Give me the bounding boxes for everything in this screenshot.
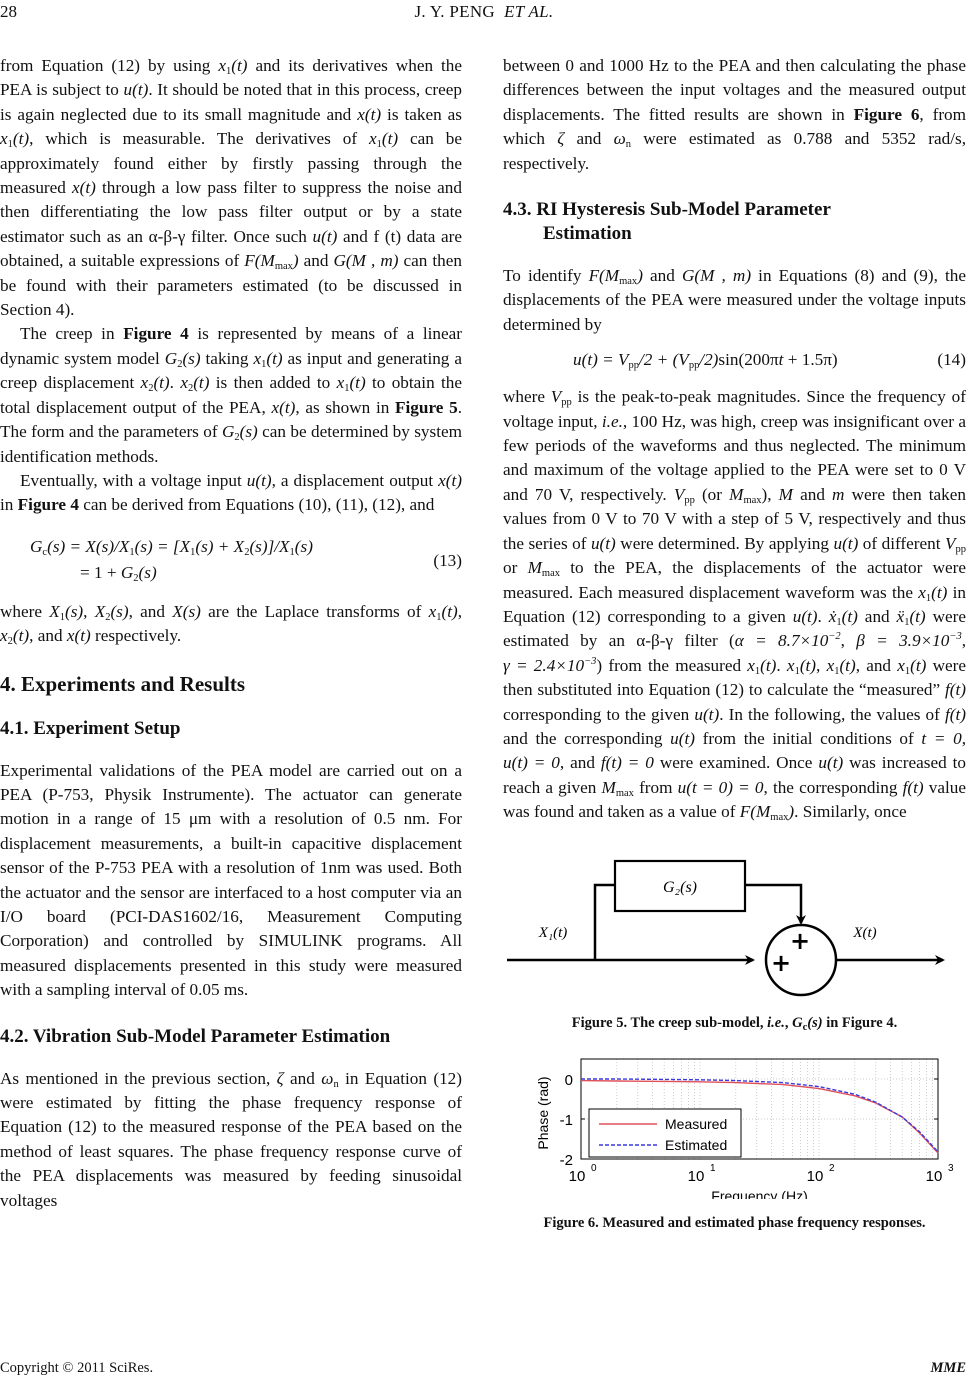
- heading-line-2: Estimation: [543, 223, 632, 245]
- equation-13-line-2: = $1 + G_2(s)$: [80, 562, 157, 584]
- creep-submodel-diagram: [503, 857, 966, 1007]
- x-tick-label: 10: [687, 1167, 705, 1185]
- heading-line-1: 4.3. RI Hysteresis Sub-Model Parameter: [503, 199, 831, 221]
- left-column: [0, 54, 462, 1213]
- x-tick-exponent: 1: [710, 1162, 716, 1174]
- paragraph: The creep in Figure 4 is represented by means of a linear dynamic system model $G_2(s)$ taking $x_1(t)$ as input and generating a creep displacement $x_2(t)$. $x_2(t)$ is then added to $x_1(t)$ to obtain the total displacement output of the PEA, x(t), as shown in Figure 5. The form and the parameters of $G_2(s)$ can be determined by system identification methods.: [0, 324, 463, 466]
- journal-abbrev: MME: [930, 1360, 966, 1376]
- equation-13-line-1: $G_c(s) = X(s)/X_1(s) = [X_1(s) + X_2(s)]/X_1(s)$: [30, 536, 313, 558]
- equation-14: $u(t) = V_{pp}/2 + (V_{pp}/2)\sin(200\pi t + 1.5\pi)$ (14): [503, 347, 966, 373]
- running-title: [0, 2, 968, 22]
- figure-ref: Figure 6: [853, 104, 920, 124]
- x-tick-label: 10: [568, 1167, 586, 1185]
- section-heading: 4. Experiments and Results: [0, 671, 246, 696]
- figure-ref: Figure 4: [17, 495, 79, 515]
- et-al: ET AL.: [504, 2, 554, 21]
- figure-ref: Figure 5: [395, 397, 458, 417]
- paragraph: Experimental validations of the PEA model are carried out on a PEA (P-753, Physik Instrumente). The actuator can generate motion in a range of 15 μm with a resolution of 0.5 nm. For displacement measurements, a built-in capacitive displacement sensor of the P-753 PEA with a resolution of 1nm was used. Both the actuator and the sensor are interfaced to a host computer via an I/O board (PCI-DAS1602/16, Measurement Computing Corporation) and controlled by SIMULINK programs. All measured displacements presented in this study were measured with a sampling interval of 0.05 ms.: [0, 760, 462, 1000]
- phase-response-chart: [503, 1051, 966, 1199]
- author-name: J. Y. PENG: [414, 2, 495, 21]
- x-tick-exponent: 0: [591, 1162, 597, 1174]
- figure-6-caption: Figure 6. Measured and estimated phase frequency responses.: [543, 1214, 926, 1231]
- equation-13: [0, 534, 462, 586]
- legend-label: Measured: [665, 1115, 728, 1132]
- x-axis-label: Frequency (Hz): [711, 1187, 808, 1199]
- copyright: Copyright © 2011 SciRes.: [0, 1360, 154, 1376]
- paragraph: To identify $F(M_{max})$ and G(M , m) in Equations (8) and (9), the displacements of the PEA were measured under the voltage inputs determined by: [503, 266, 966, 334]
- page-footer: [0, 1360, 968, 1380]
- running-head: [0, 2, 968, 24]
- paragraph: Eventually, with a voltage input u(t), a displacement output x(t) in Figure 4 can be derived from Equations (10), (11), (12), and: [0, 470, 462, 515]
- equation-number: (13): [433, 550, 462, 570]
- figure-6-chart: [503, 1051, 966, 1199]
- y-tick-label: -2: [559, 1151, 573, 1169]
- paragraph: from Equation (12) by using $x_1(t)$ and its derivatives when the PEA is subject to u(t). It should be noted that in this process, creep is again neglected due to its small magnitude and x(t) is taken as $x_1(t)$, which is measurable. The derivatives of $x_1(t)$ can be approximately found either by firstly passing through the measured x(t) through a low pass filter to suppress the noise and then differentiating the low pass filter output or by a state estimator such as an α-β-γ filter. Once such u(t) and f (t) data are obtained, a suitable expressions of $F(M_{max})$ and G(M , m) can then be found with their parameters estimated (to be discussed in Section 4).: [0, 56, 463, 320]
- plus-sign-icon: +: [770, 948, 792, 977]
- subsection-heading: 4.2. Vibration Sub-Model Parameter Estimation: [0, 1025, 391, 1047]
- y-tick-label: 0: [564, 1071, 573, 1089]
- figure-5-diagram: [503, 857, 966, 1007]
- equation-number: (14): [937, 350, 966, 370]
- subsection-heading: [503, 198, 966, 246]
- paragraph: between 0 and 1000 Hz to the PEA and then calculating the phase differences between the input voltages and the measured output displacements. The fitted results are shown in Figure 6, from which ζ and $\omega_n$ were estimated as 0.788 and 5352 rad/s, respectively.: [503, 56, 967, 173]
- y-axis-label: Phase (rad): [535, 1075, 551, 1150]
- paragraph: As mentioned in the previous section, ζ and $\omega_n$ in Equation (12) were estimated by fitting the phase frequency response of Equation (12) to the measured response of the PEA based on the method of least squares. The phase frequency response curve of the PEA displacements was measured by feeding sinusoidal voltages: [0, 1068, 462, 1210]
- page-number: 28: [0, 2, 17, 21]
- figure-ref: Figure 4: [123, 324, 189, 344]
- plus-sign-icon: +: [789, 926, 811, 955]
- y-tick-label: -1: [559, 1111, 573, 1129]
- x-tick-label: 10: [806, 1167, 824, 1185]
- x-tick-exponent: 2: [829, 1162, 835, 1174]
- input-label: X₁(t): [538, 924, 568, 941]
- figure-5-caption: Figure 5. The creep sub-model, i.e., $G_c(s)$ in Figure 4.: [571, 1014, 898, 1033]
- x-tick-label: 10: [925, 1167, 943, 1185]
- output-label: X(t): [853, 924, 877, 941]
- x-tick-exponent: 3: [948, 1162, 954, 1174]
- paragraph: where $V_{pp}$ is the peak-to-peak magnitudes. Since the frequency of voltage input, i.e., 100 Hz, was high, creep was insignificant over a few periods of the waveforms and thus neglected. The minimum and maximum of the voltage applied to the PEA were set to 0 V and 70 V, respectively. $V_{pp}$ (or $M_{max}$), M and m were then taken values from 0 V to 70 V with a step of 5 V, respectively and thus the series of u(t) were determined. By applying u(t) of different $V_{pp}$ or $M_{max}$ to the PEA, the displacements of the actuator were measured. Each measured displacement waveform was the $x_1(t)$ in Equation (12) corresponding to a given u(t). ẋ$_1$(t) and ẍ$_1$(t) were estimated by an α-β-γ filter ($\alpha = 8.7\times 10^{-2}$, $\beta = 3.9\times 10^{-3}$, $\gamma = 2.4\times 10^{-3}$) from the measured $x_1(t)$. $x_1(t)$, $x_1(t)$, and $x_1(t)$ were then substituted into Equation (12) to calculate the “measured” f(t) corresponding to the given u(t). In the following, the values of f(t) and the corresponding u(t) from the initial conditions of t = 0, u(t) = 0, and f(t) = 0 were examined. Once u(t) was increased to reach a given $M_{max}$ from u(t = 0) = 0, the corresponding f(t) value was found and taken as a value of $F(M_{max})$. Similarly, once: [503, 387, 967, 824]
- legend-label: Estimated: [665, 1136, 728, 1153]
- paragraph: where $X_1(s)$, $X_2(s)$, and X(s) are the Laplace transforms of $x_1(t)$, $x_2(t)$, and x(t) respectively.: [0, 601, 462, 648]
- right-column: [503, 54, 966, 1233]
- subsection-heading: 4.1. Experiment Setup: [0, 717, 181, 739]
- g2-block-label: G₂(s): [663, 878, 697, 896]
